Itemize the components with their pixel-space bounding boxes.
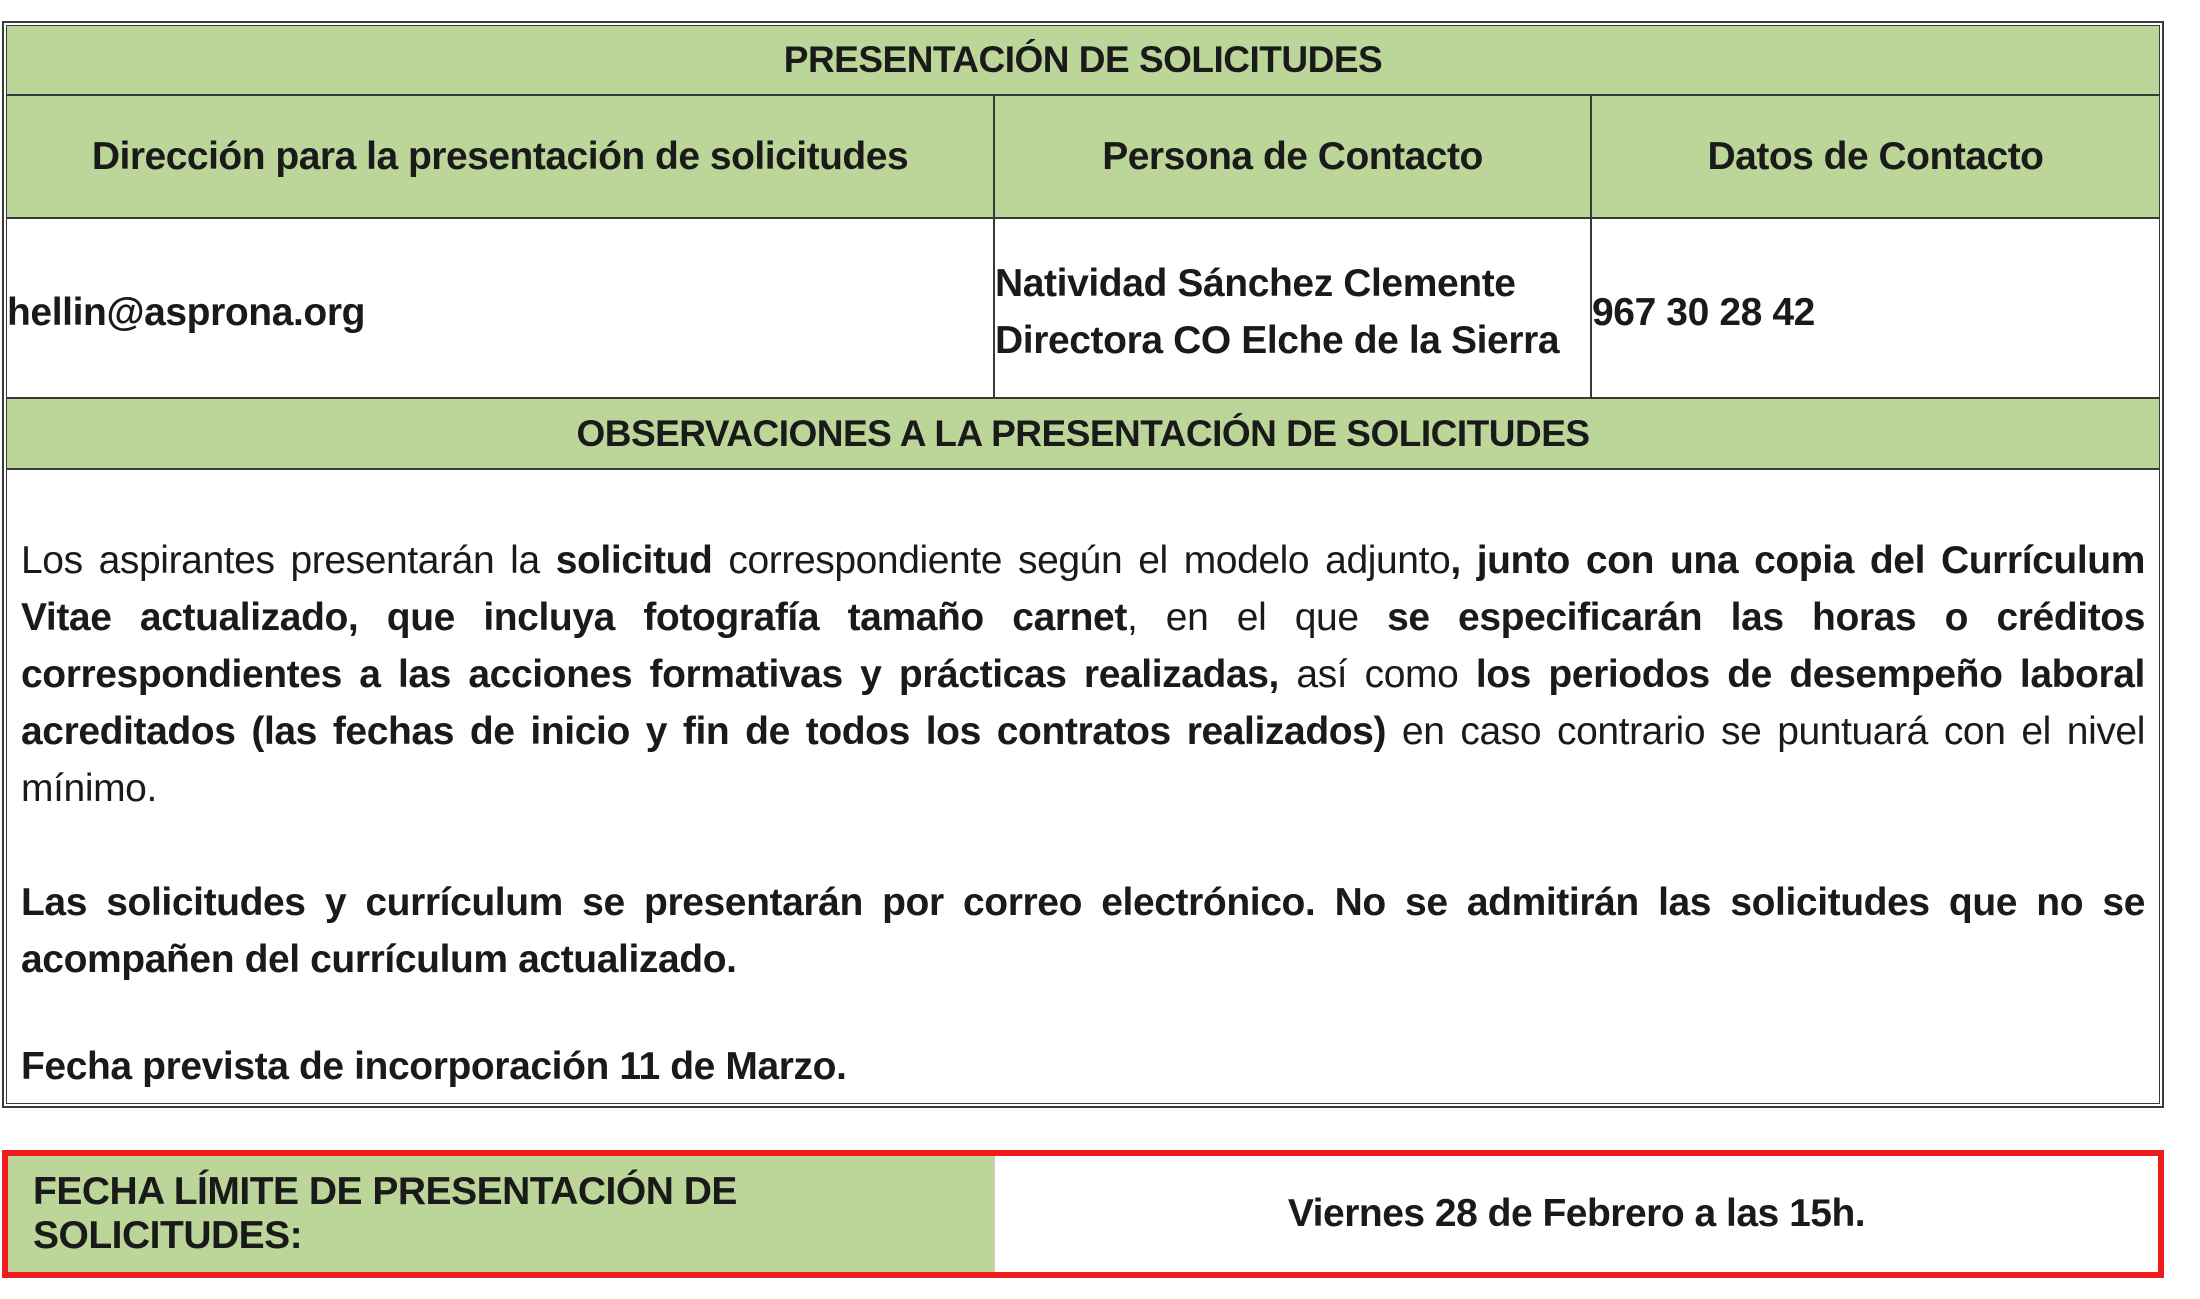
observations-title: OBSERVACIONES A LA PRESENTACIÓN DE SOLICITUDES bbox=[576, 412, 1590, 454]
contact-data-cell bbox=[1592, 219, 2159, 397]
header-address: Dirección para la presentación de solicitudes bbox=[7, 96, 995, 217]
requirements-text-run: , junto con una copia del Currículum Vitae actualizado, que incluya fotografía tamaño carnet bbox=[21, 539, 2145, 639]
deadline-value: Viernes 28 de Febrero a las 15h. bbox=[1287, 1192, 1866, 1235]
observations-paragraph-requirements bbox=[21, 532, 2145, 817]
column-header-row bbox=[7, 96, 2159, 219]
submission-text: Las solicitudes y currículum se presentarán por correo electrónico. No se admitirán las solicitudes que no se acompañen del currículum actualizado. bbox=[21, 881, 2145, 981]
requirements-text-run: se especificarán las horas o créditos correspondientes a las acciones formativas y prácticas realizadas, bbox=[21, 596, 2145, 696]
table-row bbox=[7, 219, 2159, 399]
applications-table bbox=[2, 21, 2164, 1108]
requirements-text-run: correspondiente según el modelo adjunto bbox=[712, 539, 1451, 582]
address-cell bbox=[7, 219, 995, 397]
contact-person-cell bbox=[995, 219, 1592, 397]
requirements-text-run: así como bbox=[1279, 653, 1476, 696]
start-date-text: Fecha prevista de incorporación 11 de Marzo. bbox=[21, 1045, 847, 1088]
requirements-text-run: solicitud bbox=[555, 539, 713, 582]
email-address: hellin@asprona.org bbox=[7, 290, 366, 334]
observations-paragraph-submission bbox=[21, 874, 2145, 988]
requirements-text-run: , en el que bbox=[1126, 596, 1388, 639]
requirements-text-run: Los aspirantes presentarán la bbox=[21, 539, 556, 582]
requirements-text-run: los periodos de desempeño laboral acreditados (las fechas de inicio y fin de todos los contratos realizados) bbox=[21, 653, 2145, 753]
header-contact-person: Persona de Contacto bbox=[995, 96, 1592, 217]
header-contact-data: Datos de Contacto bbox=[1707, 134, 2044, 178]
applications-table-inner bbox=[6, 25, 2160, 1104]
observations-body bbox=[7, 470, 2159, 1103]
contact-phone: 967 30 28 42 bbox=[1592, 290, 1815, 334]
requirements-text-run: en caso contrario se puntuará con el nivel mínimo. bbox=[21, 710, 2145, 810]
deadline-box bbox=[2, 1150, 2164, 1278]
observations-paragraph-start-date bbox=[21, 1038, 2145, 1095]
observations-title-row bbox=[7, 399, 2159, 470]
table-title: PRESENTACIÓN DE SOLICITUDES bbox=[783, 39, 1383, 80]
contact-person-name: Natividad Sánchez Clemente bbox=[995, 262, 1516, 305]
contact-person-role: Directora CO Elche de la Sierra bbox=[995, 319, 1560, 362]
deadline-label: FECHA LÍMITE DE PRESENTACIÓN DE SOLICITUDES: bbox=[8, 1156, 995, 1272]
table-title-row bbox=[7, 26, 2159, 96]
observations-row bbox=[7, 470, 2159, 1103]
